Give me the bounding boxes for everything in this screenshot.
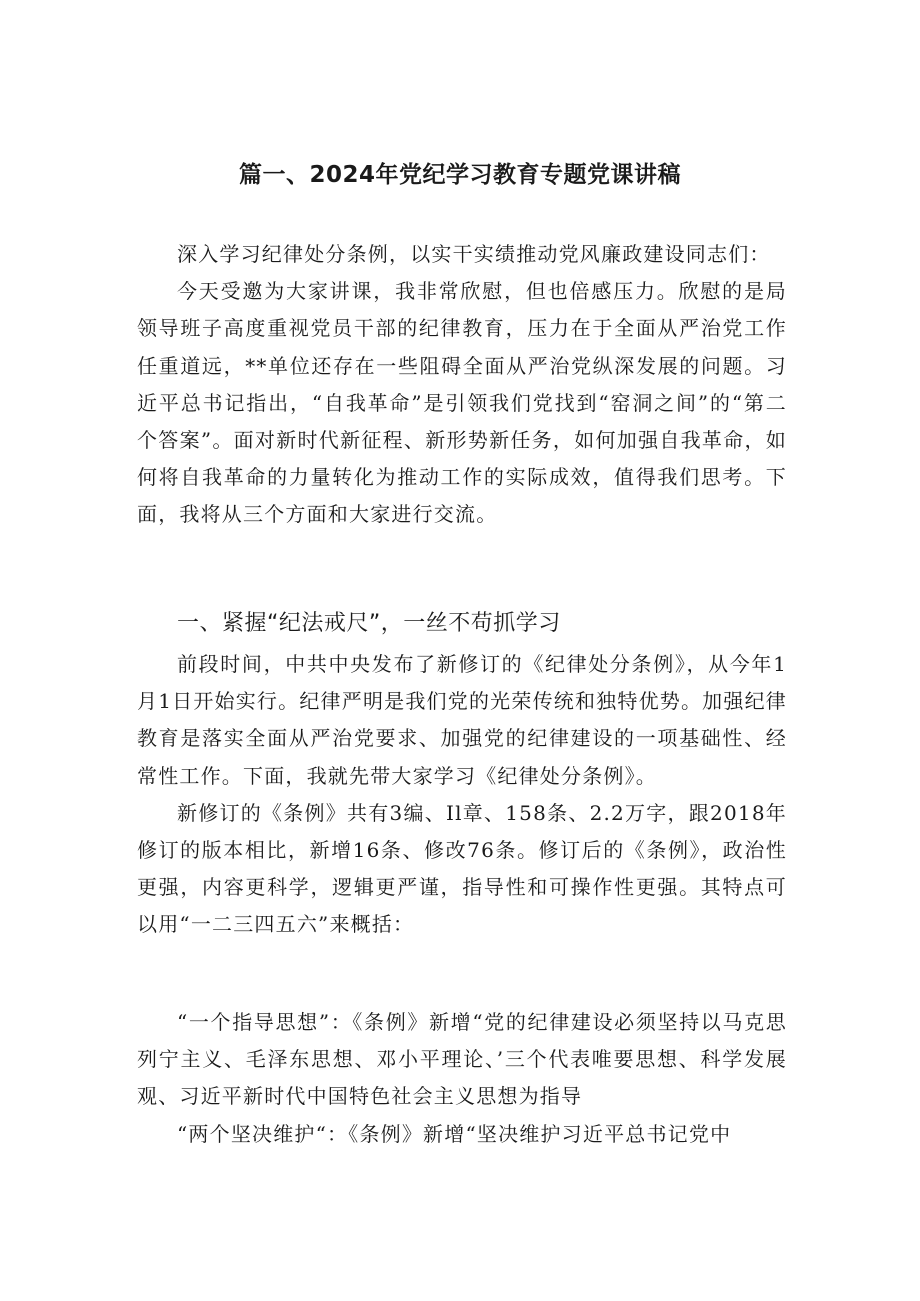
section-1-continued-block <box>137 1004 787 1153</box>
opening-block <box>137 236 787 534</box>
paragraph-2: 新修订的《条例》共有3编、Il章、158条、2.2万字，跟2018年修订的版本相比，新增16条、修改76条。修订后的《条例》，政治性更强，内容更科学，逻辑更严谨，指导性和可操作性更强。其特点可以用“一二三四五六”来概括： <box>137 800 787 937</box>
intro-paragraph: 今天受邀为大家讲课，我非常欣慰，但也倍感压力。欣慰的是局领导班子高度重视党员干部的纪律教育，压力在于全面从严治党工作任重道远，**单位还存在一些阻碍全面从严治党纵深发展的问题。习近平总书记指出，“自我革命”是引领我们党找到“窑洞之间”的“第二个答案”。面对新时代新征程、新形势新任务，如何加强自我革命，如何将自我革命的力量转化为推动工作的实际成效，值得我们思考。下面，我将从三个方面和大家进行交流。 <box>137 279 787 527</box>
paragraph-1: 前段时间，中共中央发布了新修订的《纪律处分条例》，从今年1月1日开始实行。纪律严明是我们党的光荣传统和独特优势。加强纪律教育是落实全面从严治党要求、加强党的纪律建设的一项基础性、经常性工作。下面，我就先带大家学习《纪律处分条例》。 <box>137 652 787 788</box>
section-heading-1: 一、紧握“纪法戒尺”，一丝不苟抓学习 <box>177 611 561 636</box>
paragraph-3: “一个指导思想”：《条例》新增“党的纪律建设必须坚持以马克思列宁主义、毛泽东思想、邓小平理论、’三个代表唯要思想、科学发展观、习近平新时代中国特色社会主义思想为指导 <box>137 1010 787 1109</box>
section-1-block <box>137 646 787 944</box>
paragraph-4: “两个坚决维护“：《条例》新增“坚决维护习近平总书记党中 <box>177 1121 732 1146</box>
document-title: 篇一、2024年党纪学习教育专题党课讲稿 <box>238 162 681 188</box>
salutation-paragraph: 深入学习纪律处分条例，以实干实绩推动党风廉政建设同志们： <box>177 242 771 266</box>
